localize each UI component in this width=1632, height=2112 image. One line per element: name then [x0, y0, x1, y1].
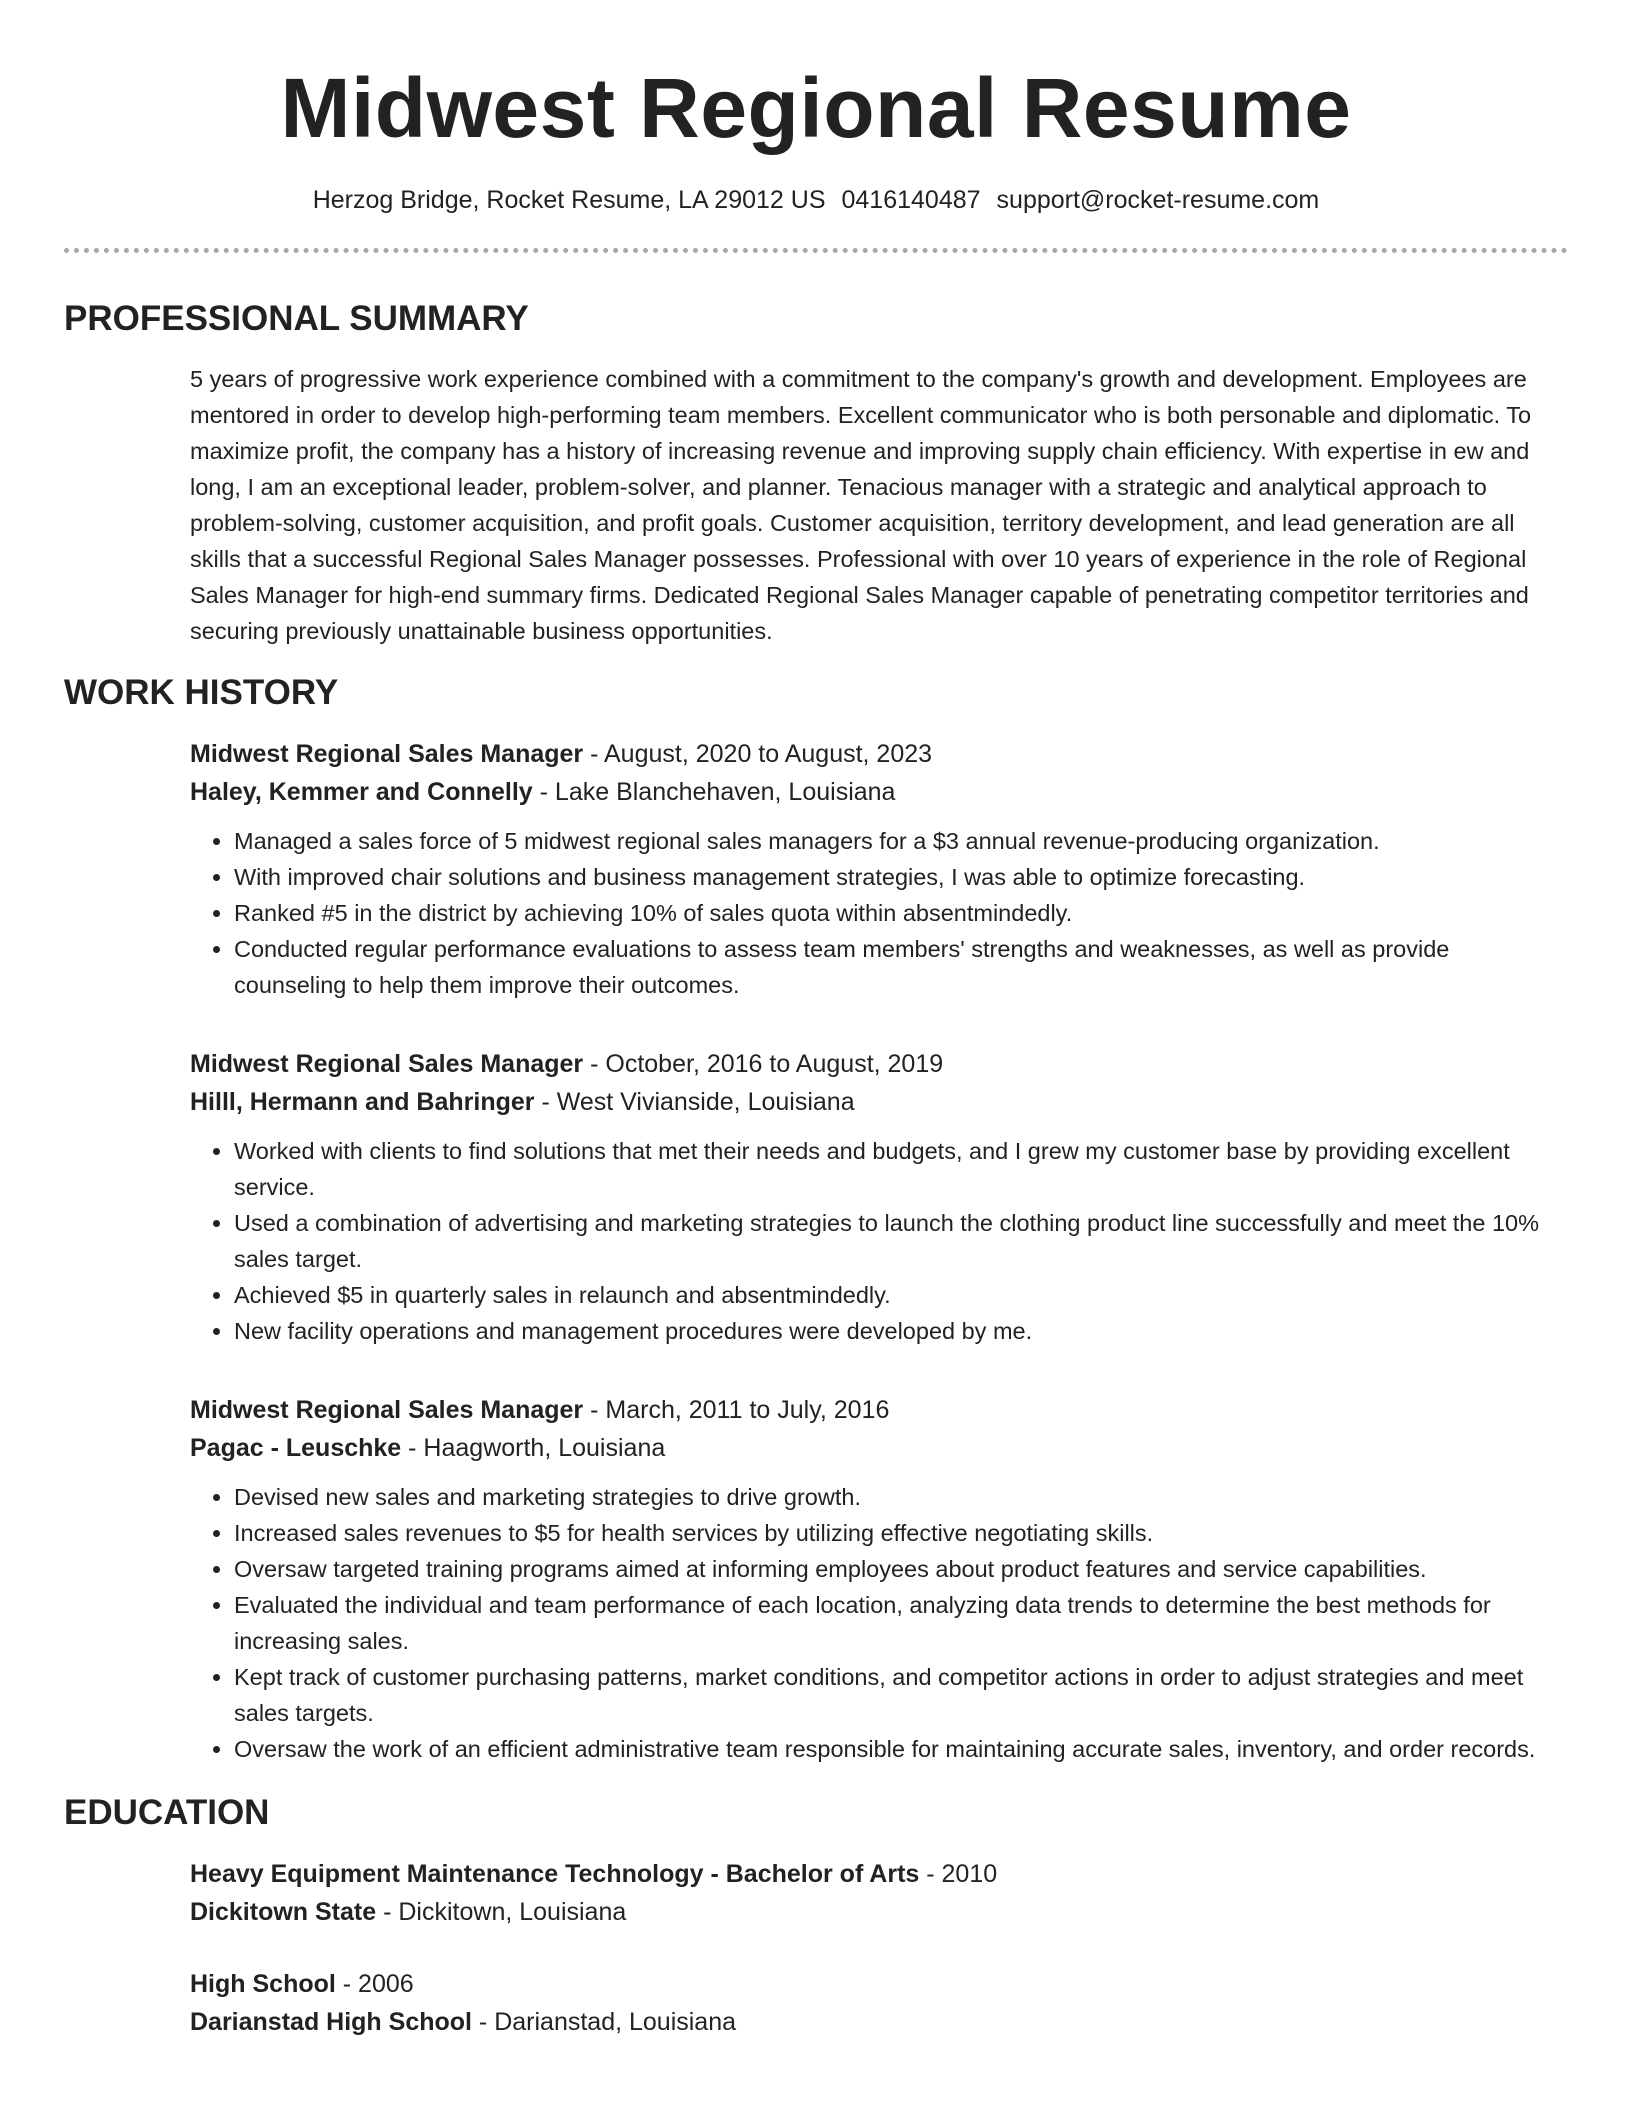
job-company-line — [190, 773, 1568, 811]
education-section — [64, 1791, 1568, 2041]
job-company-line — [190, 1429, 1568, 1467]
list-item: • Oversaw targeted training programs aimed at informing employees about product features and service capabilities. — [234, 1551, 1568, 1587]
job-entry — [190, 1391, 1568, 1767]
job-role: Midwest Regional Sales Manager — [190, 1396, 584, 1424]
education-entry — [190, 1855, 1568, 1931]
summary-heading: PROFESSIONAL SUMMARY — [64, 299, 529, 338]
job-role: Midwest Regional Sales Manager — [190, 1050, 584, 1078]
education-heading: EDUCATION — [64, 1793, 270, 1832]
list-item: • Conducted regular performance evaluations to assess team members' strengths and weaknesses, as well as provide counseling to help them improve their outcomes. — [234, 931, 1568, 1003]
job-bullets — [190, 1133, 1568, 1349]
summary-section — [64, 297, 1568, 649]
list-item: • Managed a sales force of 5 midwest regional sales managers for a $3 annual revenue-producing organization. — [234, 823, 1568, 859]
job-role: Midwest Regional Sales Manager — [190, 740, 584, 768]
job-location: - Lake Blanchehaven, Louisiana — [532, 778, 896, 806]
job-title-line — [190, 1045, 1568, 1083]
education-entry — [190, 1965, 1568, 2041]
edu-degree: High School — [190, 1970, 336, 1998]
work-history-heading: WORK HISTORY — [64, 673, 339, 712]
contact-line — [64, 184, 1568, 216]
header-divider — [64, 248, 1568, 253]
job-company-line — [190, 1083, 1568, 1121]
edu-location: - Dickitown, Louisiana — [376, 1898, 627, 1926]
list-item: • Achieved $5 in quarterly sales in relaunch and absentmindedly. — [234, 1277, 1568, 1313]
list-item: • Oversaw the work of an efficient administrative team responsible for maintaining accurate sales, inventory, and order records. — [234, 1731, 1568, 1767]
work-history-section — [64, 671, 1568, 1767]
resume-name: Midwest Regional Resume — [280, 61, 1352, 155]
job-bullets — [190, 1479, 1568, 1767]
edu-degree-line — [190, 1965, 1568, 2003]
job-dates: - August, 2020 to August, 2023 — [583, 740, 933, 768]
job-company: Pagac - Leuschke — [190, 1434, 402, 1462]
list-item: • Worked with clients to find solutions that met their needs and budgets, and I grew my customer base by providing excellent service. — [234, 1133, 1568, 1205]
edu-school-line — [190, 1893, 1568, 1931]
list-item: • Evaluated the individual and team performance of each location, analyzing data trends to determine the best methods for increasing sales. — [234, 1587, 1568, 1659]
edu-year: - 2006 — [335, 1970, 414, 1998]
contact-phone: 0416140487 — [841, 186, 981, 214]
job-dates: - March, 2011 to July, 2016 — [583, 1396, 890, 1424]
job-company: Haley, Kemmer and Connelly — [190, 778, 533, 806]
contact-address: Herzog Bridge, Rocket Resume, LA 29012 US — [312, 186, 826, 214]
summary-text: 5 years of progressive work experience combined with a commitment to the company's growth and development. Employees are mentored in order to develop high-performing team members. Excellent communicator who is both personable and diplomatic. To maximize profit, the company has a history of increasing revenue and improving supply chain efficiency. With expertise in ew and long, I am an exceptional leader, problem-solver, and planner. Tenacious manager with a strategic and analytical approach to problem-solving, customer acquisition, and profit goals. Customer acquisition, territory development, and lead generation are all skills that a successful Regional Sales Manager possesses. Professional with over 10 years of experience in the role of Regional Sales Manager for high-end summary firms. Dedicated Regional Sales Manager capable of penetrating competitor territories and securing previously unattainable business opportunities. — [190, 366, 1532, 644]
edu-school-line — [190, 2003, 1568, 2041]
edu-school: Darianstad High School — [190, 2008, 472, 2036]
edu-degree: Heavy Equipment Maintenance Technology - Bachelor of Arts — [190, 1860, 920, 1888]
job-title-line — [190, 1391, 1568, 1429]
job-entry — [190, 1045, 1568, 1349]
list-item: • New facility operations and management procedures were developed by me. — [234, 1313, 1568, 1349]
job-title-line — [190, 735, 1568, 773]
contact-email: support@rocket-resume.com — [996, 186, 1320, 214]
edu-degree-line — [190, 1855, 1568, 1893]
list-item: • Used a combination of advertising and marketing strategies to launch the clothing product line successfully and meet the 10% sales target. — [234, 1205, 1568, 1277]
list-item: • Kept track of customer purchasing patterns, market conditions, and competitor actions in order to adjust strategies and meet sales targets. — [234, 1659, 1568, 1731]
job-entry — [190, 735, 1568, 1003]
list-item: • Devised new sales and marketing strategies to drive growth. — [234, 1479, 1568, 1515]
job-dates: - October, 2016 to August, 2019 — [583, 1050, 944, 1078]
list-item: • Increased sales revenues to $5 for health services by utilizing effective negotiating skills. — [234, 1515, 1568, 1551]
job-company: Hilll, Hermann and Bahringer — [190, 1088, 535, 1116]
list-item: • With improved chair solutions and business management strategies, I was able to optimize forecasting. — [234, 859, 1568, 895]
job-location: - Haagworth, Louisiana — [401, 1434, 666, 1462]
edu-year: - 2010 — [919, 1860, 998, 1888]
job-bullets — [190, 823, 1568, 1003]
edu-location: - Darianstad, Louisiana — [471, 2008, 737, 2036]
list-item: • Ranked #5 in the district by achieving 10% of sales quota within absentmindedly. — [234, 895, 1568, 931]
edu-school: Dickitown State — [190, 1898, 377, 1926]
job-location: - West Vivianside, Louisiana — [534, 1088, 855, 1116]
